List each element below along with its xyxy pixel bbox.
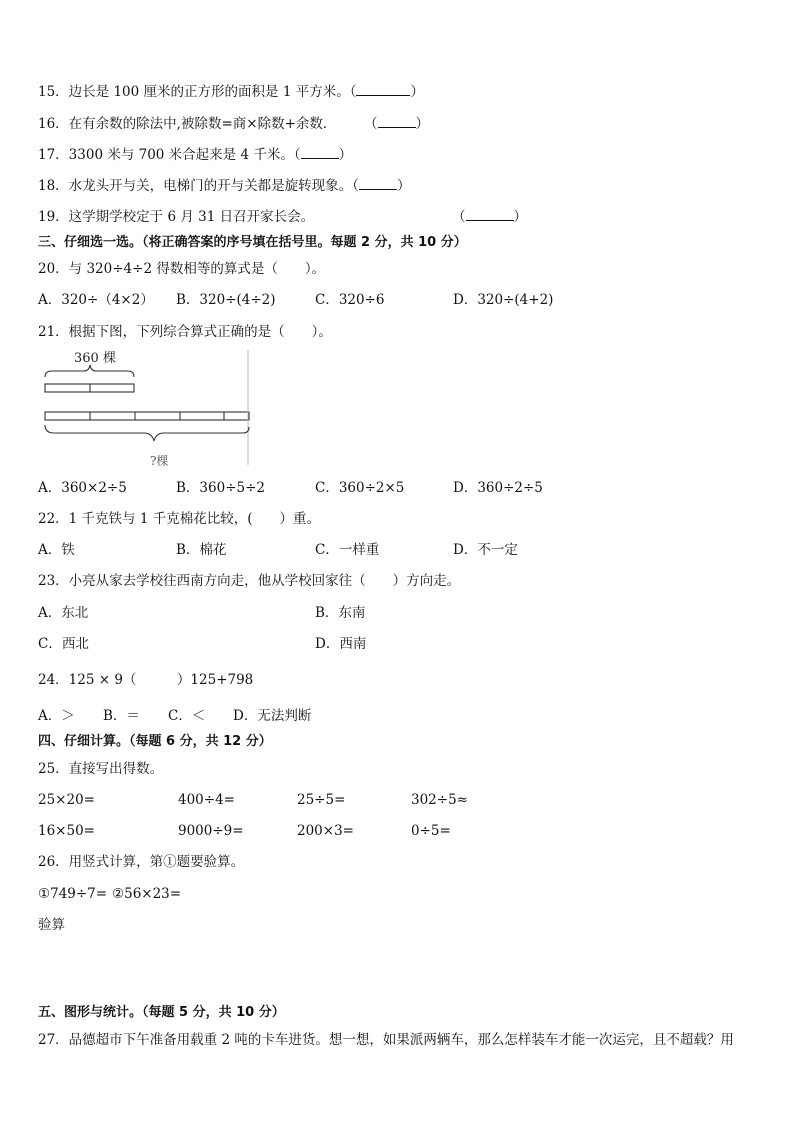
close-paren: ） xyxy=(513,209,527,225)
question-18 xyxy=(38,177,410,195)
close-paren: ） xyxy=(396,178,411,194)
check-label: 验算 xyxy=(38,917,65,933)
answer-blank-18[interactable] xyxy=(359,177,397,190)
option-21-c[interactable]: C．360÷2×5 xyxy=(315,480,405,496)
option-22-b[interactable]: B．棉花 xyxy=(176,542,227,558)
option-24-c[interactable]: C．＜ xyxy=(168,708,206,724)
figure-bottom-label: ?棵 xyxy=(150,454,169,468)
question-15-text: 15．边长是 100 厘米的正方形的面积是 1 平方米。（ xyxy=(38,84,357,100)
answer-blank-16[interactable] xyxy=(378,115,416,128)
question-16-text: 16．在有余数的除法中,被除数=商×除数+余数． xyxy=(38,116,337,132)
option-21-a[interactable]: A．360×2÷5 xyxy=(38,480,127,496)
calc-26-1: ①749÷7= xyxy=(38,886,108,902)
bottom-bar xyxy=(45,412,249,420)
answer-19 xyxy=(452,208,527,226)
option-24-a[interactable]: A．＞ xyxy=(38,708,75,724)
calc-25-8: 0÷5= xyxy=(411,823,451,839)
close-paren: ） xyxy=(415,116,429,132)
question-23-text: 23．小亮从家去学校往西南方向走，他从学校回家往（ ）方向走。 xyxy=(38,573,461,589)
segment-diagram xyxy=(38,345,253,470)
question-18-text: 18．水龙头开与关，电梯门的开与关都是旋转现象。（ xyxy=(38,178,359,194)
option-24-b[interactable]: B．＝ xyxy=(103,708,140,724)
question-16 xyxy=(38,115,336,133)
section-3-heading: 三、仔细选一选。（将正确答案的序号填在括号里。每题 2 分，共 10 分） xyxy=(38,235,467,250)
option-23-d[interactable]: D．西南 xyxy=(315,636,367,652)
figure-top-label: 360 棵 xyxy=(74,351,116,366)
question-19-text: 19．这学期学校定于 6 月 31 日召开家长会。 xyxy=(38,209,315,225)
option-20-d[interactable]: D．320÷(4+2) xyxy=(453,292,554,308)
question-20-text: 20．与 320÷4÷2 得数相等的算式是（ ）。 xyxy=(38,261,326,277)
question-22-text: 22．1 千克铁与 1 千克棉花比较，( ）重。 xyxy=(38,511,320,527)
answer-blank-19[interactable] xyxy=(466,208,514,221)
option-20-c[interactable]: C．320÷6 xyxy=(315,292,385,308)
question-21-text: 21．根据下图，下列综合算式正确的是（ ）。 xyxy=(38,324,332,340)
section-4-heading: 四、仔细计算。（每题 6 分，共 12 分） xyxy=(38,734,272,749)
option-22-d[interactable]: D．不一定 xyxy=(453,542,518,558)
question-17 xyxy=(38,146,352,164)
calc-26-2: ②56×23= xyxy=(112,886,182,902)
question-15 xyxy=(38,83,424,101)
option-21-d[interactable]: D．360÷2÷5 xyxy=(453,480,543,496)
option-23-a[interactable]: A．东北 xyxy=(38,605,89,621)
option-22-a[interactable]: A．铁 xyxy=(38,542,75,558)
question-17-text: 17．3300 米与 700 米合起来是 4 千米。（ xyxy=(38,147,301,163)
calc-25-5: 16×50= xyxy=(38,823,95,839)
calc-25-6: 9000÷9= xyxy=(178,823,244,839)
calc-25-2: 400÷4= xyxy=(178,792,235,808)
top-brace xyxy=(45,365,134,377)
question-25-text: 25．直接写出得数。 xyxy=(38,761,164,777)
calc-25-1: 25×20= xyxy=(38,792,95,808)
calc-25-4: 302÷5≈ xyxy=(411,792,468,808)
open-paren: （ xyxy=(364,116,378,132)
question-24-text: 24．125 × 9（ ）125+798 xyxy=(38,672,254,688)
option-23-b[interactable]: B．东南 xyxy=(315,605,366,621)
open-paren: （ xyxy=(452,209,466,225)
calc-25-7: 200×3= xyxy=(297,823,354,839)
option-24-d[interactable]: D．无法判断 xyxy=(233,708,312,724)
close-paren: ） xyxy=(410,84,424,100)
option-23-c[interactable]: C．西北 xyxy=(38,636,89,652)
section-5-heading: 五、图形与统计。（每题 5 分，共 10 分） xyxy=(38,1005,285,1020)
option-20-b[interactable]: B．320÷(4÷2) xyxy=(176,292,276,308)
option-22-c[interactable]: C．一样重 xyxy=(315,542,380,558)
question-27-text: 27．品德超市下午准备用载重 2 吨的卡车进货。想一想，如果派两辆车，那么怎样装车才能一次运完，且不超载？用 xyxy=(38,1032,734,1048)
answer-16 xyxy=(364,115,429,133)
answer-blank-15[interactable] xyxy=(356,83,410,96)
option-20-a[interactable]: A．320÷（4×2） xyxy=(38,292,154,308)
bottom-brace xyxy=(45,425,249,441)
close-paren: ） xyxy=(338,147,353,163)
option-21-b[interactable]: B．360÷5÷2 xyxy=(176,480,265,496)
question-19 xyxy=(38,208,314,226)
question-26-text: 26．用竖式计算，第①题要验算。 xyxy=(38,854,245,870)
calc-25-3: 25÷5= xyxy=(297,792,346,808)
answer-blank-17[interactable] xyxy=(301,146,339,159)
